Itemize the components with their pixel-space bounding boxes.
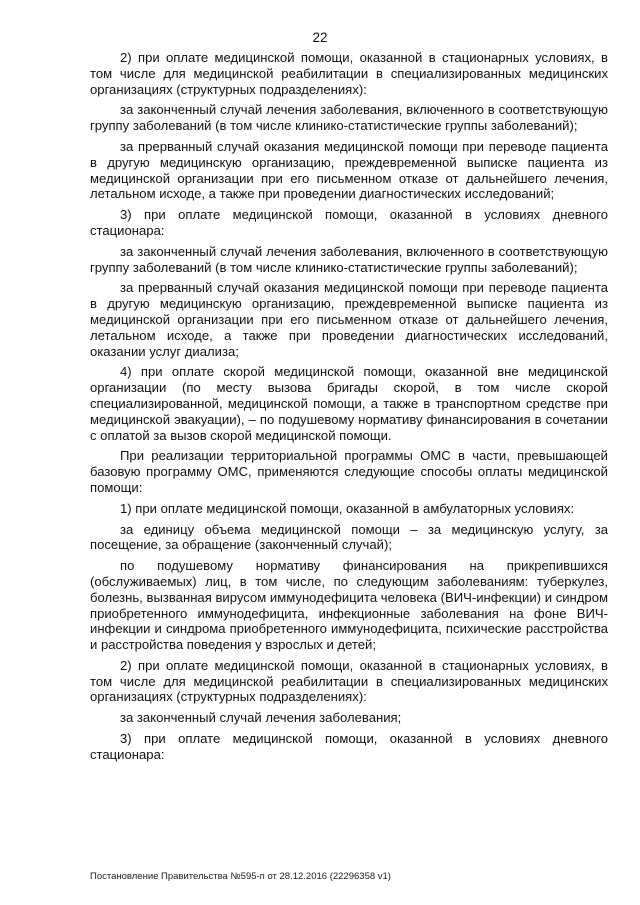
- paragraph: за единицу объема медицинской помощи – за медицинскую услугу, за посещение, за обращение (законченный случай);: [90, 521, 608, 553]
- paragraph: за законченный случай лечения заболевания, включенного в соответствующую группу заболеваний (в том числе клинико-статистические группы заболеваний);: [90, 102, 608, 134]
- paragraph: 3) при оплате медицинской помощи, оказанной в условиях дневного стационара:: [90, 731, 608, 762]
- page-number: 22: [312, 30, 328, 45]
- paragraph: за законченный случай лечения заболевания;: [120, 710, 402, 726]
- document-footer: Постановление Правительства №595-п от 28.12.2016 (22296358 v1): [90, 871, 391, 882]
- paragraph: 3) при оплате медицинской помощи, оказанной в условиях дневного стационара:: [90, 207, 608, 238]
- document-body: [90, 50, 608, 768]
- paragraph: При реализации территориальной программы ОМС в части, превышающей базовую программу ОМС, применяются следующие способы оплаты медицинской помощи:: [90, 448, 608, 495]
- paragraph: 2) при оплате медицинской помощи, оказанной в стационарных условиях, в том числе для медицинской реабилитации в специализированных медицинских организациях (структурных подразделениях):: [90, 50, 608, 97]
- paragraph: за прерванный случай оказания медицинской помощи при переводе пациента в другую медицинскую организацию, преждевременной выписке пациента из медицинской организации при его письменном отказе от дальнейшего лечения, летальном исходе, а также при проведении диагностических исследований, оказании услуг диализа;: [90, 280, 608, 359]
- paragraph: 1) при оплате медицинской помощи, оказанной в амбулаторных условиях:: [120, 500, 575, 516]
- paragraph: по подушевому нормативу финансирования на прикрепившихся (обслуживаемых) лиц, в том числе, по следующим заболеваниям: туберкулез, болезнь, вызванная вирусом иммунодефицита человека (ВИЧ-инфекции) и синдром приобретенного иммунодефицита, инфекционные заболевания на фоне ВИЧ-инфекции и синдрома приобретенного иммунодефицита, психические расстройства и расстройства поведения у взрослых и детей;: [90, 558, 608, 653]
- paragraph: за законченный случай лечения заболевания, включенного в соответствующую группу заболеваний (в том числе клинико-статистические группы заболеваний);: [90, 243, 608, 275]
- paragraph: 2) при оплате медицинской помощи, оказанной в стационарных условиях, в том числе для медицинской реабилитации в специализированных медицинских организациях (структурных подразделениях):: [90, 657, 608, 705]
- paragraph: за прерванный случай оказания медицинской помощи при переводе пациента в другую медицинскую организацию, преждевременной выписке пациента из медицинской организации при его письменном отказе от дальнейшего лечения, летальном исходе, а также при проведении диагностических исследований;: [90, 138, 608, 202]
- paragraph: 4) при оплате скорой медицинской помощи, оказанной вне медицинской организации (по месту вызова бригады скорой, в том числе скорой специализированной, медицинской помощи, а также в транспортном средстве при медицинской эвакуации), – по подушевому нормативу финансирования в сочетании с оплатой за вызов скорой медицинской помощи.: [90, 364, 608, 443]
